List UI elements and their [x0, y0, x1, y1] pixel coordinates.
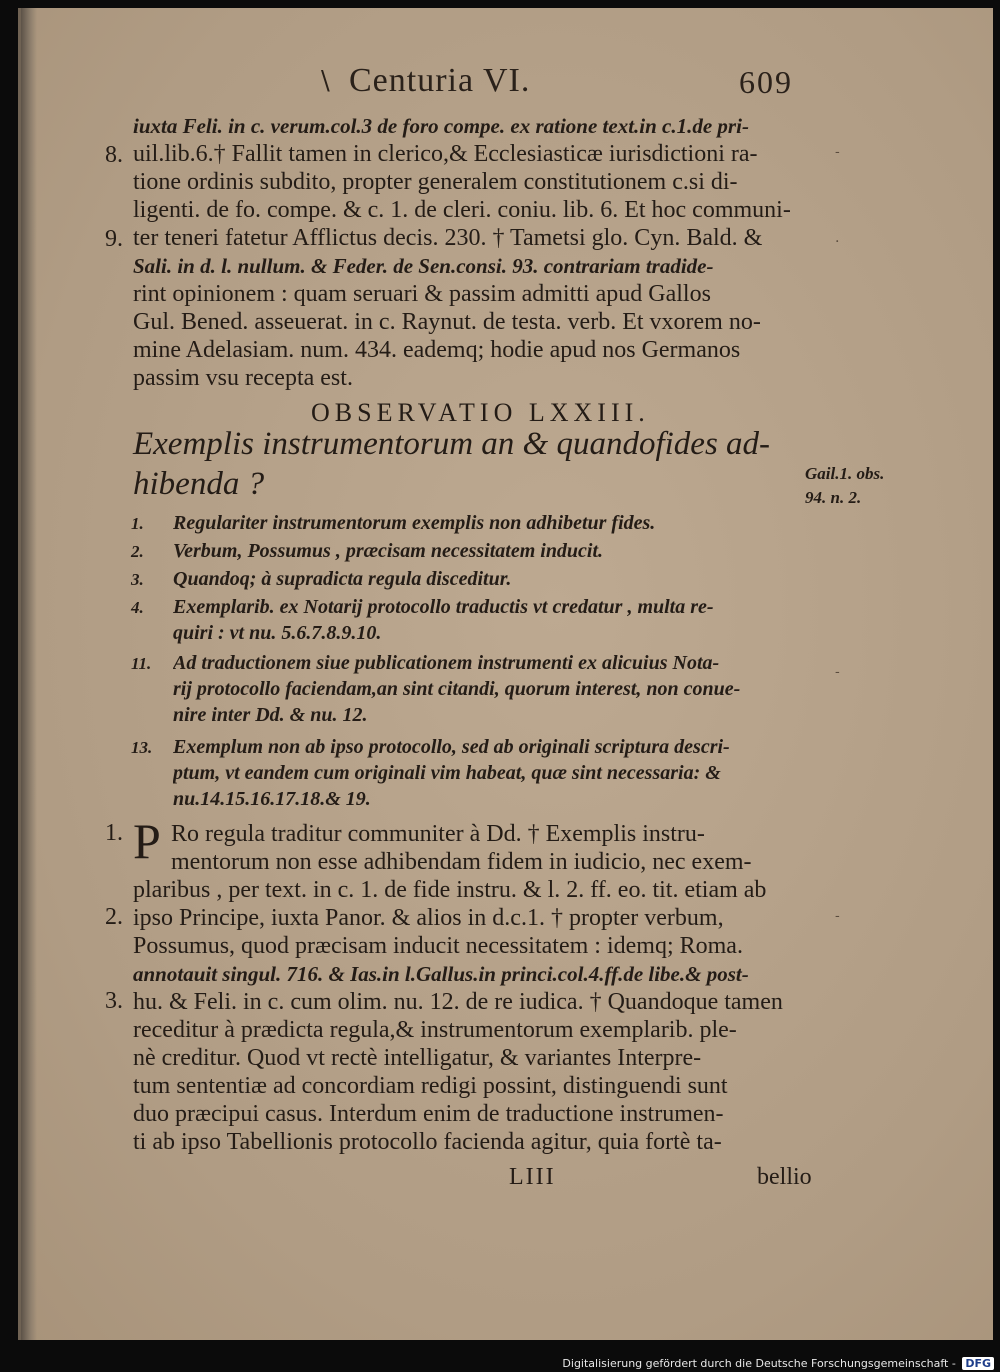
- text-line: tione ordinis subdito, propter generalem constitutionem c.si di-: [133, 169, 738, 195]
- margin-number: 8.: [105, 142, 123, 168]
- text-line: passim vsu recepta est.: [133, 365, 353, 391]
- margin-number: 9.: [105, 226, 123, 252]
- dfg-credit: [562, 1357, 994, 1370]
- summary-item: Exemplarib. ex Notarij protocollo traductis vt credatur , multa re-: [173, 596, 714, 618]
- text-line: ipso Principe, iuxta Panor. & alios in d.c.1. † propter verbum,: [133, 905, 724, 931]
- summary-number: 11.: [131, 654, 152, 673]
- text-line: receditur à prædicta regula,& instrumentorum exemplarib. ple-: [133, 1017, 737, 1043]
- summary-item: Quandoq; à supradicta regula disceditur.: [173, 568, 512, 590]
- observatio-question: Exemplis instrumentorum an & quandofides ad-: [133, 426, 771, 462]
- header-mark: \: [321, 66, 330, 96]
- summary-item: nu.14.15.16.17.18.& 19.: [173, 788, 371, 810]
- margin-number: 3.: [105, 988, 123, 1014]
- margin-tick-mark: -: [835, 908, 840, 924]
- summary-number: 2.: [131, 542, 144, 561]
- text-line: ligenti. de fo. compe. & c. 1. de cleri. coniu. lib. 6. Et hoc communi-: [133, 197, 791, 223]
- observatio-heading: OBSERVATIO LXXIII.: [311, 398, 650, 427]
- signature-mark: LIII: [509, 1164, 556, 1190]
- drop-cap: P: [133, 813, 161, 869]
- dfg-logo: DFG: [962, 1357, 994, 1370]
- text-line: nè creditur. Quod vt rectè intelligatur, & variantes Interpre-: [133, 1045, 702, 1071]
- text-line: annotauit singul. 716. & Ias.in l.Gallus.in princi.col.4.ff.de libe.& post-: [133, 962, 749, 986]
- margin-number: 1.: [105, 820, 123, 846]
- text-line: plaribus , per text. in c. 1. de fide instru. & l. 2. ff. eo. tit. etiam ab: [133, 877, 767, 903]
- credit-text: Digitalisierung gefördert durch die Deutsche Forschungsgemeinschaft -: [562, 1357, 956, 1370]
- summary-number: 1.: [131, 514, 144, 533]
- text-line: mentorum non esse adhibendam fidem in iudicio, nec exem-: [171, 849, 752, 875]
- summary-item: Verbum, Possumus , præcisam necessitatem inducit.: [173, 540, 604, 562]
- text-line: ter teneri fatetur Afflictus decis. 230. † Tametsi glo. Cyn. Bald. &: [133, 225, 763, 251]
- summary-item: Regulariter instrumentorum exemplis non adhibetur fides.: [173, 512, 656, 534]
- text-line: duo præcipui casus. Interdum enim de traductione instrumen-: [133, 1101, 724, 1127]
- text-line: Sali. in d. l. nullum. & Feder. de Sen.consi. 93. contrariam tradide-: [133, 254, 714, 278]
- summary-item: Ad traductionem siue publicationem instrumenti ex alicuius Nota-: [173, 652, 720, 674]
- margin-tick-mark: -: [835, 144, 840, 160]
- summary-item: quiri : vt nu. 5.6.7.8.9.10.: [173, 622, 382, 644]
- summary-item: rij protocollo faciendam,an sint citandi, quorum interest, non conue-: [173, 678, 741, 700]
- margin-reference: 94. n. 2.: [805, 488, 862, 507]
- margin-number: 2.: [105, 904, 123, 930]
- summary-item: ptum, vt eandem cum originali vim habeat, quæ sint necessaria: &: [173, 762, 721, 784]
- observatio-question-cont: hibenda ?: [133, 466, 265, 502]
- margin-tick-mark: -: [835, 664, 840, 680]
- summary-item: Exemplum non ab ipso protocollo, sed ab originali scriptura descri-: [173, 736, 730, 758]
- summary-item: nire inter Dd. & nu. 12.: [173, 704, 368, 726]
- text-line: ti ab ipso Tabellionis protocollo facienda agitur, quia fortè ta-: [133, 1129, 722, 1155]
- text-line: tum sententiæ ad concordiam redigi possint, distinguendi sunt: [133, 1073, 728, 1099]
- running-title: Centuria VI.: [349, 62, 531, 99]
- text-line: Possumus, quod præcisam inducit necessitatem : idemq; Roma.: [133, 933, 743, 959]
- margin-reference: Gail.1. obs.: [805, 464, 885, 483]
- summary-number: 13.: [131, 738, 153, 757]
- text-line: Gul. Bened. asseuerat. in c. Raynut. de testa. verb. Et vxorem no-: [133, 309, 761, 335]
- page-binding-edge: [21, 8, 37, 1340]
- text-line: rint opinionem : quam seruari & passim admitti apud Gallos: [133, 281, 711, 307]
- summary-number: 4.: [131, 598, 144, 617]
- text-line: Ro regula traditur communiter à Dd. † Exemplis instru-: [171, 821, 705, 847]
- text-line: mine Adelasiam. num. 434. eademq; hodie apud nos Germanos: [133, 337, 741, 363]
- text-line: uil.lib.6.† Fallit tamen in clerico,& Ecclesiasticæ iurisdictioni ra-: [133, 141, 758, 167]
- catchword: bellio: [757, 1164, 812, 1190]
- page-number: 609: [739, 64, 793, 100]
- summary-number: 3.: [131, 570, 144, 589]
- text-line: hu. & Feli. in c. cum olim. nu. 12. de re iudica. † Quandoque tamen: [133, 989, 783, 1015]
- margin-tick-mark: .: [835, 230, 840, 246]
- running-header: [21, 64, 993, 104]
- book-page: [18, 8, 993, 1340]
- text-line: iuxta Feli. in c. verum.col.3 de foro compe. ex ratione text.in c.1.de pri-: [133, 114, 749, 138]
